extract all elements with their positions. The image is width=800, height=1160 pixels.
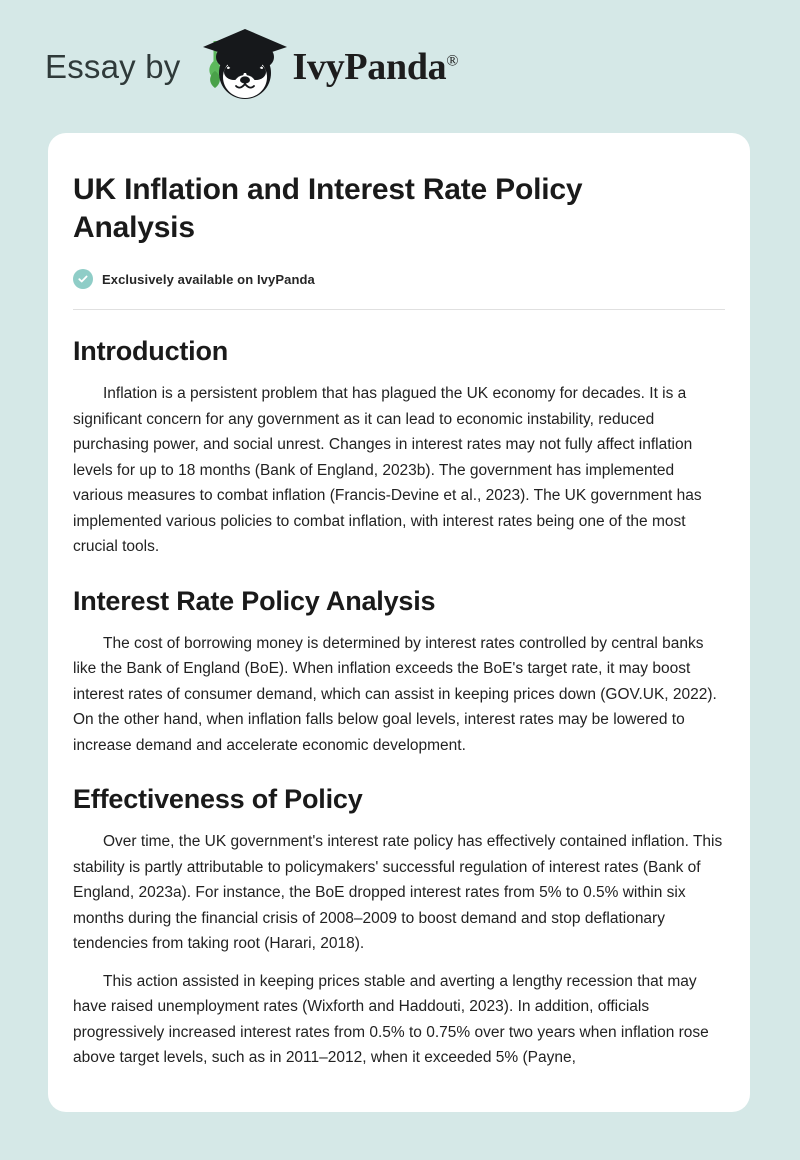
ivypanda-logo[interactable]	[195, 27, 459, 107]
check-circle-icon	[73, 269, 93, 289]
essay-by-label: Essay by	[45, 47, 181, 85]
panda-graduation-cap-logo-icon	[195, 27, 291, 107]
paragraph: Inflation is a persistent problem that has plagued the UK economy for decades. It is a significant concern for any government as it can lead to economic instability, reduced purchasing power, and social unrest. Changes in interest rates may not fully affect inflation levels for up to 18 months (Bank of England, 2023b). The government has implemented various measures to combat inflation (Francis-Devine et al., 2023). The UK government has implemented various policies to combat inflation, with interest rates being one of the most crucial tools.	[73, 385, 702, 555]
paragraph: The cost of borrowing money is determined by interest rates controlled by central banks like the Bank of England (BoE). When inflation exceeds the BoE's target rate, it may boost interest rates of consumer demand, which can assist in keeping prices down (GOV.UK, 2022). On the other hand, when inflation falls below goal levels, interest rates may be lowered to increase demand and accelerate economic development.	[73, 634, 717, 754]
paragraph: Over time, the UK government's interest rate policy has effectively contained inflation. This stability is partly attributable to policymakers' successful regulation of interest rates (Bank of England, 2023a). For instance, the BoE dropped interest rates from 5% to 0.5% within six months during the financial crisis of 2008–2009 to boost demand and stop deflationary tendencies from taking root (Harari, 2018).	[73, 833, 723, 952]
status-badge-label: Exclusively available on IvyPanda	[102, 271, 315, 287]
brand-name-text: IvyPanda	[292, 45, 447, 88]
paragraph: This action assisted in keeping prices stable and averting a lengthy recession that may have raised unemployment rates (Wixforth and Haddouti, 2023). In addition, officials progressively increased interest rates from 0.5% to 0.75% over two years when inflation rose above target levels, such as in 2011–2012, when it exceeded 5% (Payne,	[73, 972, 709, 1066]
section-heading-effectiveness-of-policy: Effectiveness of Policy	[73, 784, 363, 814]
registered-trademark-icon: ®	[446, 51, 459, 69]
page-title: UK Inflation and Interest Rate Policy Analysis	[73, 173, 583, 244]
page-header	[0, 0, 800, 133]
header-divider	[73, 309, 725, 310]
brand-name	[293, 45, 459, 89]
section-heading-interest-rate-policy-analysis: Interest Rate Policy Analysis	[73, 585, 436, 616]
brand-row	[45, 27, 458, 107]
section-heading-introduction: Introduction	[73, 336, 229, 366]
status-badge	[73, 269, 725, 289]
document-card	[48, 133, 750, 1112]
